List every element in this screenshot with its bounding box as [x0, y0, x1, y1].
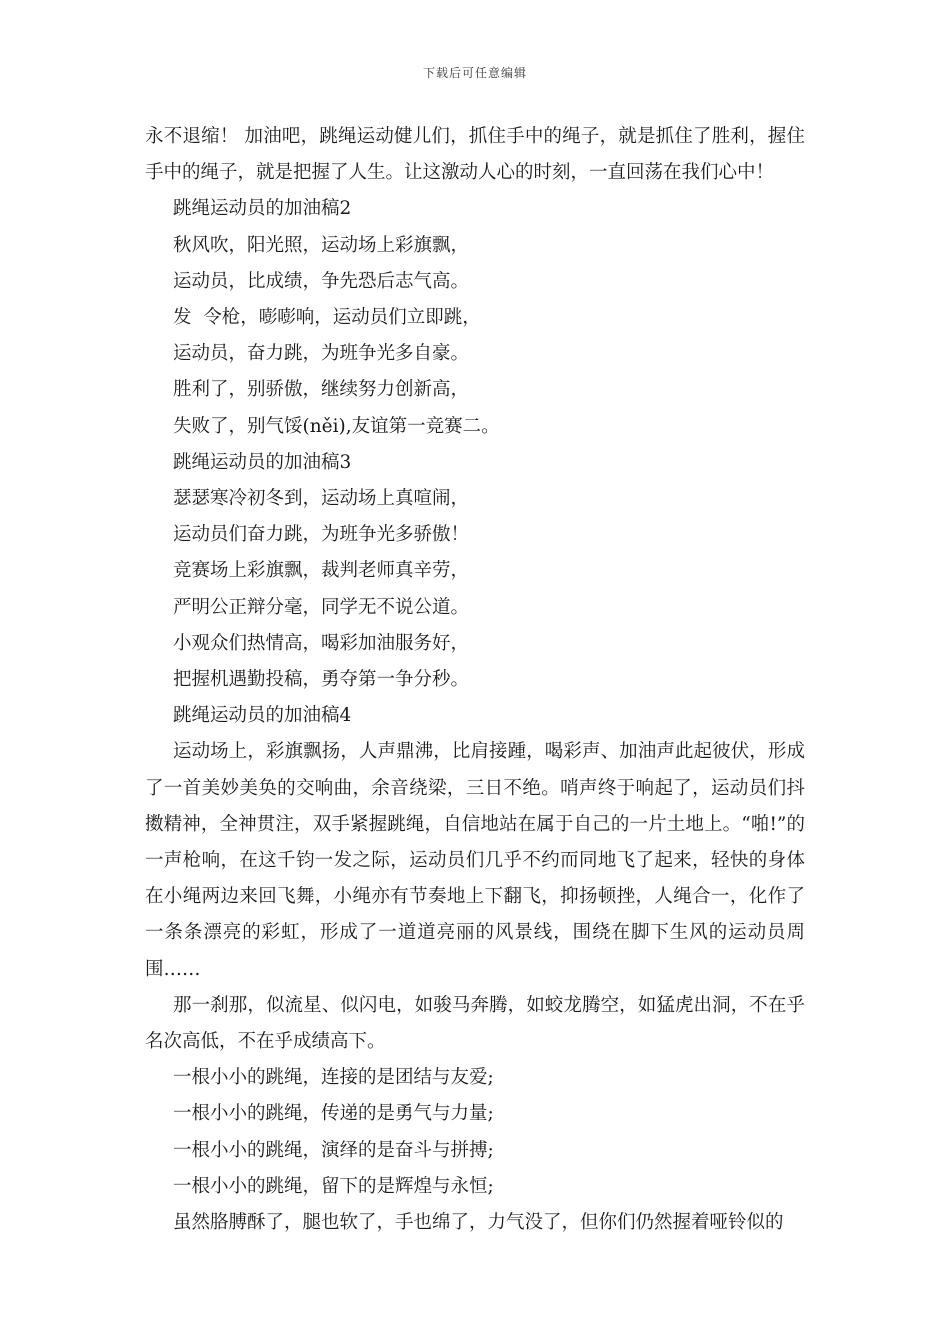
verse-line: 运动员，奋力跳，为班争光多自豪。: [173, 343, 470, 365]
page-header: 下载后可任意编辑: [422, 66, 527, 80]
section-heading-3: 跳绳运动员的加油稿3: [173, 451, 352, 473]
paragraph-line: 一根小小的跳绳，连接的是团结与友爱;: [173, 1067, 494, 1089]
verse-line: 把握机遇勤投稿，勇夺第一争分秒。: [173, 669, 470, 691]
verse-line: 发 令枪，嘭嘭响，运动员们立即跳，: [173, 307, 481, 329]
verse-line: 运动员，比成绩，争先恐后志气高。: [173, 270, 470, 292]
paragraph-line: 一根小小的跳绳，演绎的是奋斗与拼搏;: [173, 1139, 494, 1161]
section-heading-4: 跳绳运动员的加油稿4: [173, 705, 352, 727]
verse-line: 秋风吹，阳光照，运动场上彩旗飘，: [173, 234, 470, 256]
verse-line: 失败了，别气馁(něi),友谊第一竞赛二。: [173, 415, 500, 437]
paragraph-line: 一根小小的跳绳，传递的是勇气与力量;: [173, 1103, 494, 1125]
document-body: [145, 119, 805, 1241]
paragraph-line: 一根小小的跳绳，留下的是辉煌与永恒;: [173, 1175, 494, 1197]
verse-line: 严明公正辩分毫，同学无不说公道。: [173, 596, 470, 618]
verse-line: 运动员们奋力跳，为班争光多骄傲！: [173, 524, 470, 546]
paragraph-closing-p1: 永不退缩！ 加油吧，跳绳运动健儿们，抓住手中的绳子，就是抓住了胜利，握住手中的绳子，就是把握了人生。让这激动人心的时刻，一直回荡在我们心中！: [145, 126, 805, 184]
verse-line: 胜利了，别骄傲，继续努力创新高，: [173, 379, 470, 401]
verse-line: 小观众们热情高，喝彩加油服务好，: [173, 632, 470, 654]
verse-line: 瑟瑟寒冷初冬到，运动场上真喧闹，: [173, 488, 470, 510]
paragraph-body: 那一刹那，似流星、似闪电，如骏马奔腾，如蛟龙腾空，如猛虎出洞，不在乎名次高低，不在乎成绩高下。: [145, 994, 805, 1053]
paragraph-body-truncated: 虽然胳膊酥了，腿也软了，手也绵了，力气没了，但你们仍然握着哑铃似的: [173, 1212, 784, 1234]
section-heading-2: 跳绳运动员的加油稿2: [173, 198, 352, 220]
paragraph-body: 运动场上，彩旗飘扬，人声鼎沸，比肩接踵，喝彩声、加油声此起彼伏，形成了一首美妙美奂的交响曲，余音绕梁，三日不绝。哨声终于响起了，运动员们抖擞精神，全神贯注，双手紧握跳绳，自信地站在属于自己的一片土地上。“啪!”的一声枪响，在这千钧一发之际，运动员们几乎不约而同地飞了起来，轻快的身体在小绳两边来回飞舞，小绳亦有节奏地上下翻飞，抑扬顿挫，人绳合一，化作了一条条漂亮的彩虹，形成了一道道亮丽的风景线，围绕在脚下生风的运动员周围……: [145, 741, 805, 980]
verse-line: 竞赛场上彩旗飘，裁判老师真辛劳，: [173, 560, 470, 582]
